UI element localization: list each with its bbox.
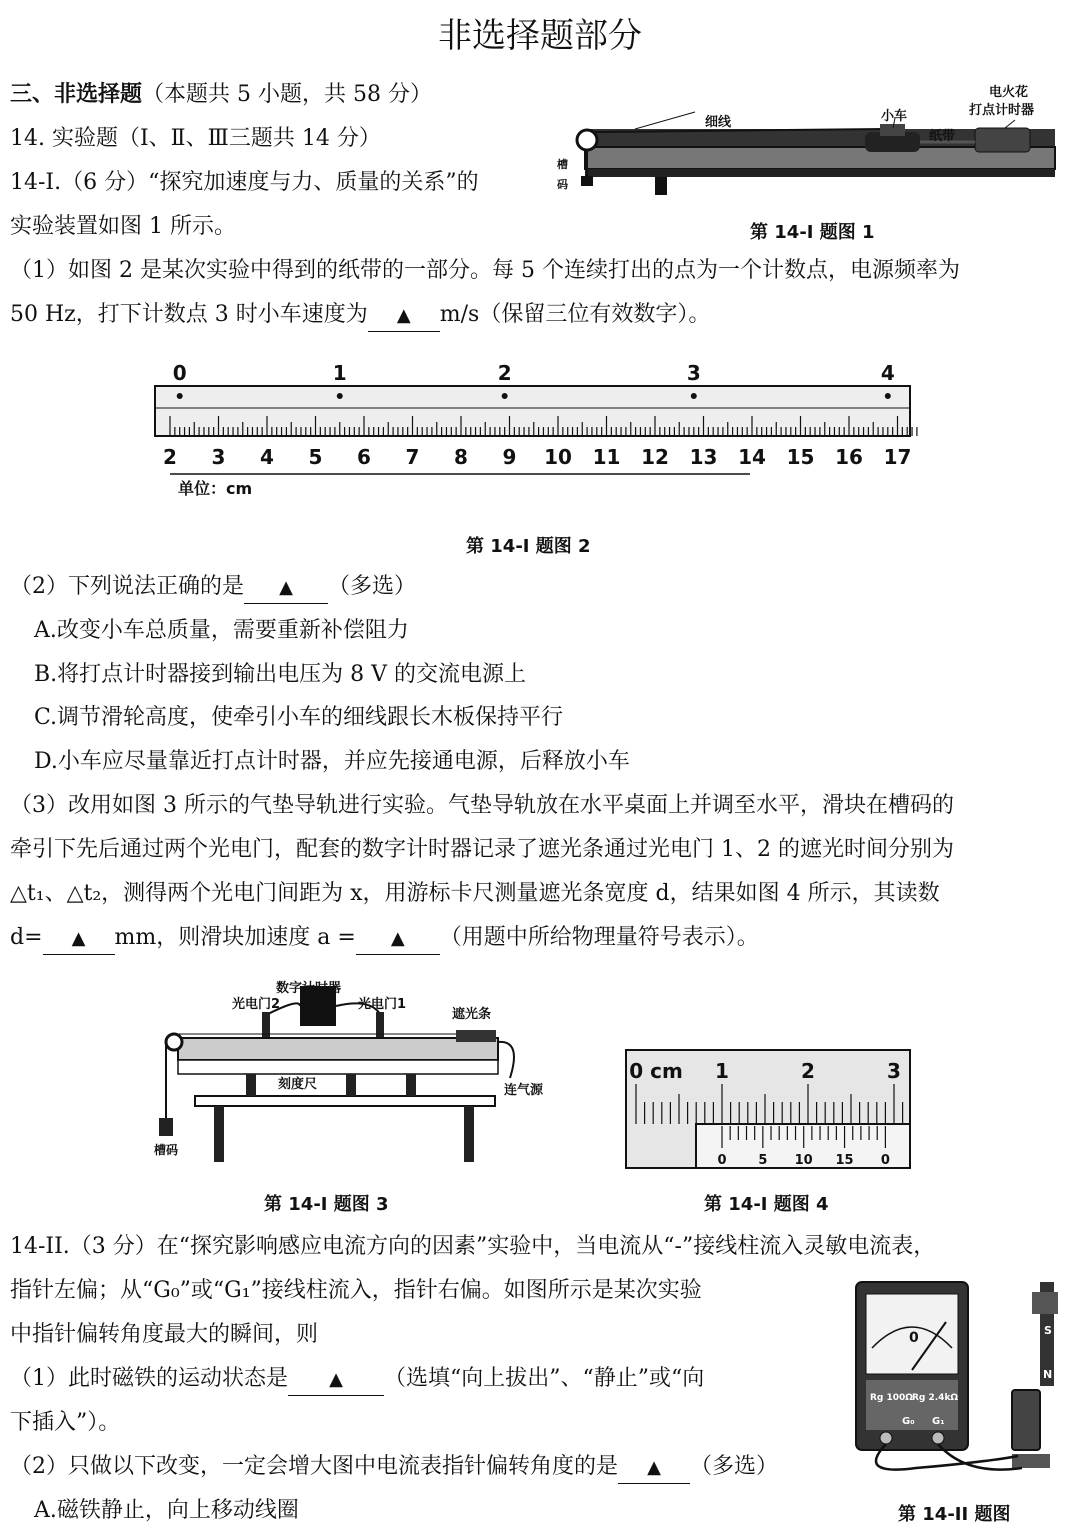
cm-label: 4 [260, 445, 274, 469]
cm-label: 11 [592, 445, 621, 469]
fig1-label-paper: 纸带 [929, 129, 956, 144]
q3-line3: △t₁、△t₂，测得两个光电门间距为 x，用游标卡尺测量遮光条宽度 d，结果如图 4 所示，其读数 [10, 881, 940, 906]
galv-rg2: Rg 2.4kΩ [912, 1393, 959, 1403]
q2-option-d: D.小车应尽量靠近打点计时器，并应先接通电源，后释放小车 [34, 749, 630, 774]
count-dot [502, 393, 508, 399]
q1-line2-text-b: m/s（保留三位有效数字）。 [439, 302, 711, 327]
main-label: 0 cm [629, 1059, 683, 1083]
cm-label: 6 [357, 445, 371, 469]
q14-2-q2-blank[interactable]: ▲ [618, 1453, 690, 1484]
cm-label: 7 [405, 445, 420, 469]
fig1-label-timer-2: 打点计时器 [969, 103, 1035, 118]
fig1-label-weight-1: 槽 [557, 158, 568, 171]
q14-2-q2-text-b: （多选） [690, 1454, 779, 1479]
q1-line1: （1）如图 2 是某次实验中得到的纸带的一部分。每 5 个连续打出的点为一个计数点，电源频率为 [10, 258, 960, 283]
galv-g1: G₁ [932, 1416, 945, 1427]
q14-2-q2-line [10, 1452, 778, 1484]
vernier-label: 5 [758, 1153, 768, 1168]
vernier-label: 0 [880, 1153, 890, 1168]
q14-2-q2-text-a: （2）只做以下改变，一定会增大图中电流表指针偏转角度的是 [10, 1454, 618, 1479]
q1-line2 [10, 300, 710, 332]
figure-1-track [555, 84, 1065, 202]
main-label: 1 [715, 1059, 729, 1083]
galv-zero: 0 [909, 1330, 919, 1346]
count-dot [885, 393, 891, 399]
q3-line4 [10, 923, 759, 955]
ruler-unit: 单位：cm [178, 479, 253, 498]
galv-g0: G₀ [902, 1416, 915, 1427]
q14-2-q1-blank[interactable]: ▲ [288, 1365, 384, 1396]
q2-option-b: B.将打点计时器接到输出电压为 8 V 的交流电源上 [34, 662, 527, 687]
main-label: 2 [801, 1059, 815, 1083]
figure-4-caption: 第 14-I 题图 4 [704, 1194, 829, 1215]
section-header [10, 80, 432, 110]
q3-text-a: d= [10, 925, 43, 950]
galv-rg1: Rg 100Ω [870, 1393, 913, 1403]
q3-line1: （3）改用如图 3 所示的气垫导轨进行实验。气垫导轨放在水平桌面上并调至水平，滑块在槽码的 [10, 793, 954, 818]
figure-2-caption: 第 14-I 题图 2 [466, 536, 591, 557]
q2-option-c: C.调节滑轮高度，使牵引小车的细线跟长木板保持平行 [34, 705, 564, 730]
cm-label: 14 [738, 445, 766, 469]
q14-1-intro-line2: 实验装置如图 1 所示。 [10, 214, 236, 239]
figure-2-tape-ruler [150, 352, 920, 502]
vernier-label: 10 [794, 1153, 813, 1168]
fig1-label-weight-2: 码 [557, 178, 568, 191]
count-dot [337, 393, 343, 399]
fig3-label-shade: 遮光条 [452, 1007, 492, 1022]
count-label: 1 [332, 361, 347, 385]
figure-4-vernier [622, 1046, 914, 1174]
count-label: 3 [686, 361, 701, 385]
q14-2-line1: 14-II.（3 分）在“探究影响感应电流方向的因素”实验中，当电流从“-”接线柱流入灵敏电流表， [10, 1234, 936, 1259]
fig3-label-air: 连气源 [504, 1083, 544, 1098]
fig1-label-fine-line: 细线 [705, 115, 732, 130]
q14-2-line2: 指针左偏；从“G₀”或“G₁”接线柱流入，指针右偏。如图所示是某次实验 [10, 1278, 702, 1303]
cm-label: 16 [835, 445, 863, 469]
section-heading: 三、非选择题 [10, 82, 143, 107]
fig3-label-weight: 槽码 [154, 1143, 179, 1157]
q3-text-b: mm，则滑块加速度 a = [114, 925, 356, 950]
cm-label: 10 [544, 445, 572, 469]
fig1-label-timer-1: 电火花 [989, 85, 1029, 100]
main-label: 3 [887, 1059, 901, 1083]
figure-1-caption: 第 14-I 题图 1 [750, 222, 875, 243]
q14-title: 14. 实验题（Ⅰ、Ⅱ、Ⅲ三题共 14 分） [10, 126, 381, 151]
q3-text-c: （用题中所给物理量符号表示）。 [439, 925, 759, 950]
section-note: （本题共 5 小题，共 58 分） [142, 82, 432, 107]
cm-label: 5 [308, 445, 323, 469]
q14-1-intro-line1: 14-I.（6 分）“探究加速度与力、质量的关系”的 [10, 170, 479, 195]
cm-label: 8 [454, 445, 468, 469]
q1-answer-blank[interactable]: ▲ [368, 301, 440, 332]
cm-label: 17 [883, 445, 912, 469]
fig3-label-gate2: 光电门2 [232, 997, 281, 1012]
vernier-label: 15 [835, 1153, 854, 1168]
fig3-label-scale: 刻度尺 [278, 1077, 318, 1092]
q14-2-line3: 中指针偏转角度最大的瞬间，则 [10, 1322, 319, 1347]
q1-line2-text-a: 50 Hz，打下计数点 3 时小车速度为 [10, 302, 368, 327]
q3-line2: 牵引下先后通过两个光电门，配套的数字计时器记录了遮光条通过光电门 1、2 的遮光时间分别为 [10, 837, 954, 862]
figure-galvanometer-caption: 第 14-II 题图 [898, 1504, 1011, 1525]
count-label: 0 [172, 361, 187, 385]
fig3-label-gate1: 光电门1 [358, 997, 407, 1012]
cm-label: 15 [786, 445, 815, 469]
q14-2-q1-line2: 下插入”）。 [10, 1410, 121, 1435]
figure-3-caption: 第 14-I 题图 3 [264, 1194, 389, 1215]
cm-label: 12 [641, 445, 669, 469]
q2-answer-blank[interactable]: ▲ [244, 573, 328, 604]
page-title: 非选择题部分 [438, 16, 642, 56]
q2-option-a: A.改变小车总质量，需要重新补偿阻力 [34, 618, 409, 643]
q2-line [10, 572, 416, 604]
count-dot [177, 393, 183, 399]
cm-labels [163, 445, 911, 469]
cm-label: 3 [211, 445, 226, 469]
cm-label: 13 [689, 445, 718, 469]
q3-d-blank[interactable]: ▲ [43, 924, 115, 955]
magnet-s: S [1044, 1324, 1052, 1337]
vernier-label: 0 [717, 1153, 727, 1168]
q14-2-option-a: A.磁铁静止，向上移动线圈 [34, 1498, 299, 1523]
figure-3-air-track [150, 968, 570, 1168]
cm-label: 9 [502, 445, 517, 469]
cm-label: 2 [163, 445, 177, 469]
magnet-n: N [1043, 1368, 1053, 1381]
count-label: 4 [880, 361, 895, 385]
q2-text-b: （多选） [328, 574, 417, 599]
q14-2-q1-text-b: （选填“向上拔出”、“静止”或“向 [384, 1366, 705, 1391]
q14-2-q1-text-a: （1）此时磁铁的运动状态是 [10, 1366, 288, 1391]
figure-galvanometer [836, 1278, 1068, 1496]
q3-a-blank[interactable]: ▲ [356, 924, 440, 955]
q2-text-a: （2）下列说法正确的是 [10, 574, 244, 599]
count-dot [691, 393, 697, 399]
fig1-label-car: 小车 [881, 109, 908, 124]
count-label: 2 [497, 361, 512, 385]
q14-2-q1-line [10, 1364, 704, 1396]
fig3-label-timer: 数字计时器 [276, 981, 342, 996]
